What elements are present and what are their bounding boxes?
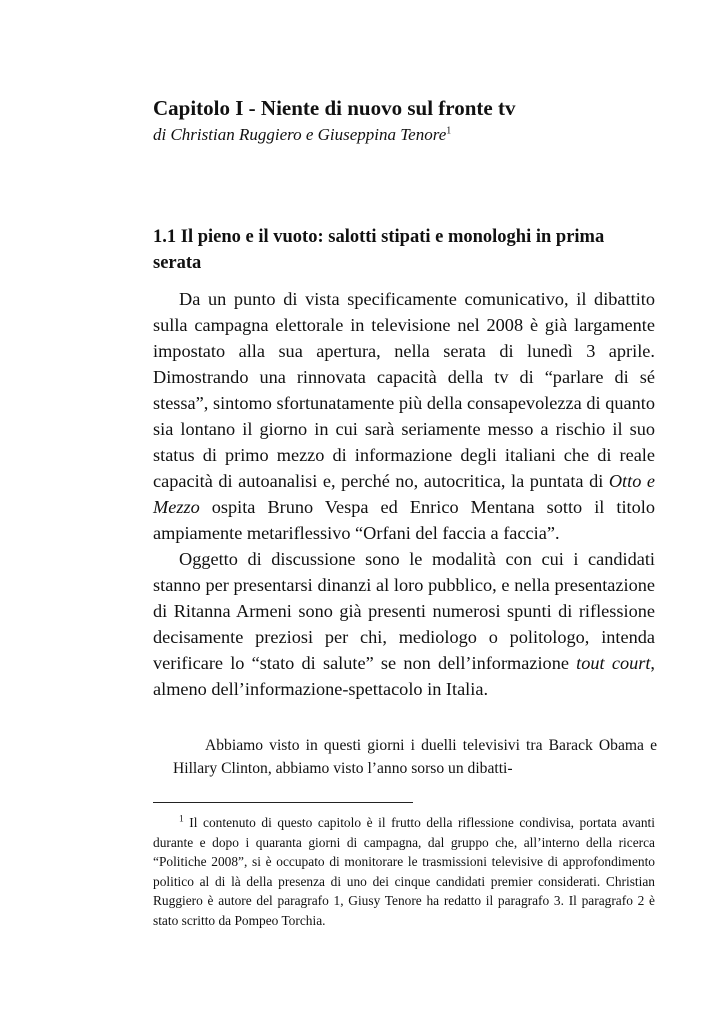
italic-phrase: tout court: [576, 653, 651, 673]
chapter-byline: [153, 124, 655, 146]
block-quote: Abbiamo visto in questi giorni i duelli televisivi tra Barack Obama e Hillary Clinton, abbiamo visto l’anno sorso un dibatti-: [173, 737, 657, 777]
paragraph-2-text-b: , almeno dell’informazione-spettacolo in Italia.: [153, 653, 655, 699]
footnote-text: Il contenuto di questo capitolo è il frutto della riflessione condivisa, portata avanti durante e dopo i quaranta giorni di campagna, dal gruppo che, all’interno della ricerca “Politiche 2008”, si è occupato di monitorare le trasmissioni televisive di approfondimento politico al di là della presenza di uno dei cinque candidati premier considerati. Christian Ruggiero è autore del paragrafo 1, Giusy Tenore ha redatto il paragrafo 3. Il paragrafo 2 è stato scritto da Pompeo Torchia.: [153, 815, 655, 928]
section-heading: 1.1 Il pieno e il vuoto: salotti stipati e monologhi in prima serata: [153, 227, 605, 273]
document-page: [153, 0, 655, 1024]
byline-text: di Christian Ruggiero e Giuseppina Tenore: [153, 125, 447, 144]
footnote-mark: 1: [179, 814, 184, 825]
paragraph-1-text-b: ospita Bruno Vespa ed Enrico Mentana sotto il titolo ampiamente metariflessivo “Orfani del faccia a faccia”.: [153, 497, 655, 543]
chapter-title: Capitolo I - Niente di nuovo sul fronte tv: [153, 96, 516, 120]
footnote-divider: [153, 802, 413, 803]
paragraph-2-text-a: Oggetto di discussione sono le modalità con cui i candidati stanno per presentarsi dinanzi al loro pubblico, e nella presentazione di Ritanna Armeni sono già presenti numerosi spunti di riflessione decisamente preziosi per chi, mediologo o politologo, intenda verificare lo “stato di salute” se non dell’informazione: [153, 549, 655, 673]
paragraph-1-text-a: Da un punto di vista specificamente comunicativo, il dibattito sulla campagna elettorale in televisione nel 2008 è già largamente impostato alla sua apertura, nella serata di lunedì 3 aprile. Dimostrando una rinnovata capacità della tv di “parlare di sé stessa”, sintomo sfortunatamente più della consapevolezza di quanto sia lontano il giorno in cui sarà seriamente messo a rischio il suo status di primo mezzo di informazione degli italiani che di reale capacità di autoanalisi e, perché no, autocritica, la puntata di: [153, 289, 655, 491]
footnote: [153, 813, 655, 930]
body-text: [153, 286, 655, 702]
paragraph-2: [153, 546, 655, 702]
program-title: Otto e Mezzo: [153, 471, 655, 517]
paragraph-1: [153, 286, 655, 546]
footnote-reference[interactable]: 1: [446, 125, 452, 137]
